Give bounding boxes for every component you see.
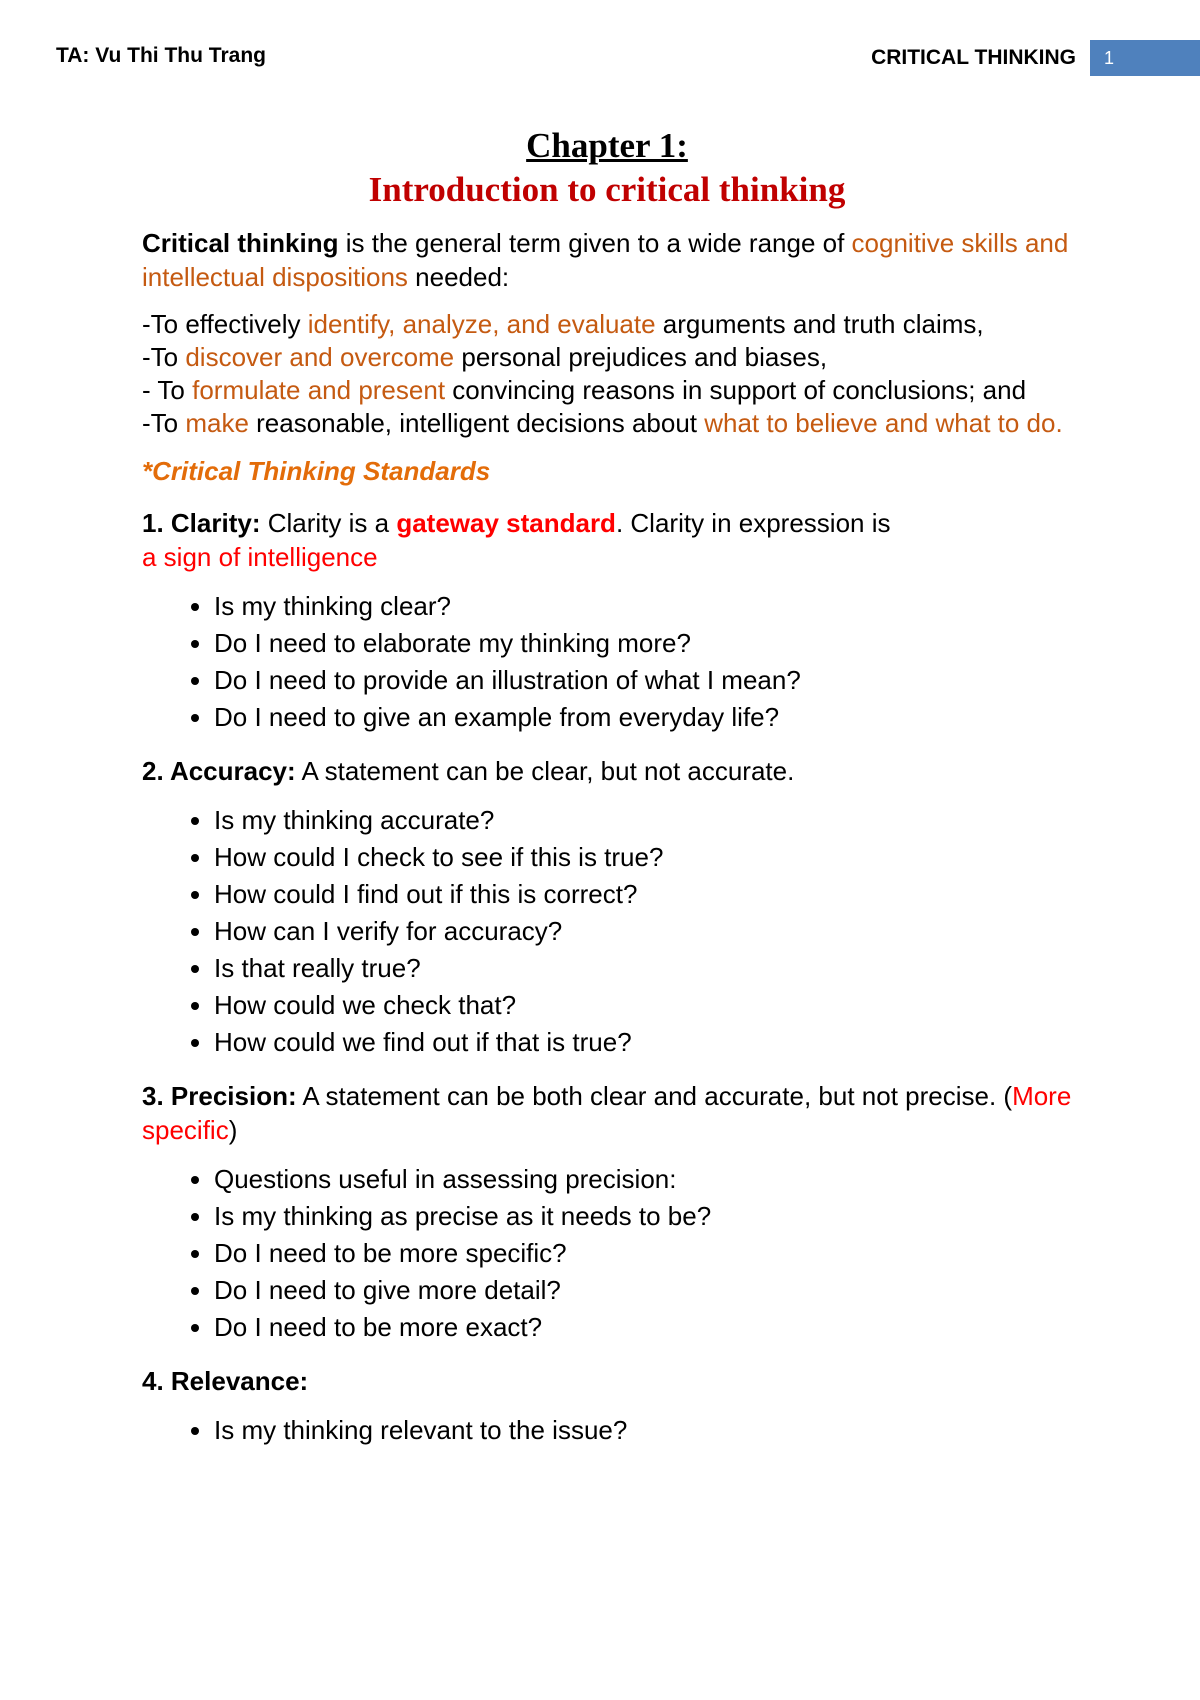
purpose-item <box>142 407 1142 440</box>
list-item: • Is my thinking accurate? <box>214 802 1142 839</box>
purpose-item <box>142 374 1142 407</box>
purpose-highlight: discover and overcome <box>185 342 455 372</box>
page-number-badge: 1 <box>1090 40 1200 76</box>
clarity-highlight: gateway standard <box>396 508 616 538</box>
list-item: • Questions useful in assessing precision: <box>214 1161 1142 1198</box>
list-item: • How could we find out if that is true? <box>214 1024 1142 1061</box>
header-ta-name: TA: Vu Thi Thu Trang <box>56 44 266 67</box>
relevance-heading <box>142 1364 1142 1398</box>
accuracy-label: 2. Accuracy: <box>142 756 296 786</box>
purpose-highlight: formulate and present <box>192 375 446 405</box>
list-item: • How could I find out if this is correct? <box>214 876 1142 913</box>
list-item: • Do I need to give an example from everyday life? <box>214 699 1142 736</box>
chapter-number: Chapter 1: <box>526 126 688 165</box>
list-item: • Do I need to elaborate my thinking more? <box>214 625 1142 662</box>
intro-paragraph <box>142 226 1142 294</box>
accuracy-text: A statement can be clear, but not accurate. <box>295 756 795 786</box>
list-item: • Do I need to be more specific? <box>214 1235 1142 1272</box>
clarity-text: Clarity is a <box>260 508 397 538</box>
purpose-prefix: - To <box>142 375 193 405</box>
header-right <box>871 40 1200 76</box>
intro-highlight: cognitive skills and intellectual dispositions <box>142 228 1069 292</box>
list-item: • Is my thinking relevant to the issue? <box>214 1412 1142 1449</box>
precision-label: 3. Precision: <box>142 1081 297 1111</box>
purpose-prefix: -To effectively <box>142 309 308 339</box>
purpose-highlight: make <box>185 408 249 438</box>
purpose-mid: reasonable, intelligent decisions about <box>248 408 705 438</box>
list-item: • How can I verify for accuracy? <box>214 913 1142 950</box>
purpose-prefix: -To <box>142 342 186 372</box>
purpose-list <box>142 308 1142 440</box>
accuracy-heading <box>142 754 1142 788</box>
list-item: • Do I need to provide an illustration of what I mean? <box>214 662 1142 699</box>
header-course-title: CRITICAL THINKING <box>871 46 1076 69</box>
chapter-title: Introduction to critical thinking <box>368 170 846 209</box>
purpose-highlight: identify, analyze, and evaluate <box>307 309 656 339</box>
clarity-questions <box>142 588 1142 736</box>
precision-text-end: ) <box>228 1115 238 1145</box>
purpose-suffix: convincing reasons in support of conclusions; and <box>445 375 1027 405</box>
intro-text-end: needed: <box>407 262 510 292</box>
list-item: • Is my thinking as precise as it needs to be? <box>214 1198 1142 1235</box>
list-item: • Do I need to be more exact? <box>214 1309 1142 1346</box>
precision-heading <box>142 1079 1142 1147</box>
intro-text: is the general term given to a wide range of <box>338 228 852 258</box>
clarity-label: 1. Clarity: <box>142 508 261 538</box>
chapter-heading <box>142 124 1142 212</box>
relevance-questions <box>142 1412 1142 1449</box>
precision-highlight: More specific <box>142 1081 1072 1145</box>
clarity-heading <box>142 506 1142 574</box>
list-item: • Is my thinking clear? <box>214 588 1142 625</box>
accuracy-questions <box>142 802 1142 1061</box>
precision-text: A statement can be both clear and accurate, but not precise. ( <box>296 1081 1013 1111</box>
list-item: • Is that really true? <box>214 950 1142 987</box>
purpose-prefix: -To <box>142 408 186 438</box>
purpose-suffix: arguments and truth claims, <box>655 309 984 339</box>
list-item: • Do I need to give more detail? <box>214 1272 1142 1309</box>
purpose-item <box>142 341 1142 374</box>
clarity-highlight-2: a sign of intelligence <box>142 542 378 572</box>
standards-heading: *Critical Thinking Standards <box>142 456 491 486</box>
list-item: • How could we check that? <box>214 987 1142 1024</box>
intro-term: Critical thinking <box>142 228 339 258</box>
list-item: • How could I check to see if this is true? <box>214 839 1142 876</box>
document-body <box>142 124 1142 1449</box>
purpose-suffix: personal prejudices and biases, <box>454 342 828 372</box>
clarity-text-2: . Clarity in expression is <box>615 508 891 538</box>
purpose-item <box>142 308 1142 341</box>
relevance-label: 4. Relevance: <box>142 1366 309 1396</box>
purpose-highlight-2: what to believe and what to do. <box>704 408 1063 438</box>
precision-questions <box>142 1161 1142 1346</box>
